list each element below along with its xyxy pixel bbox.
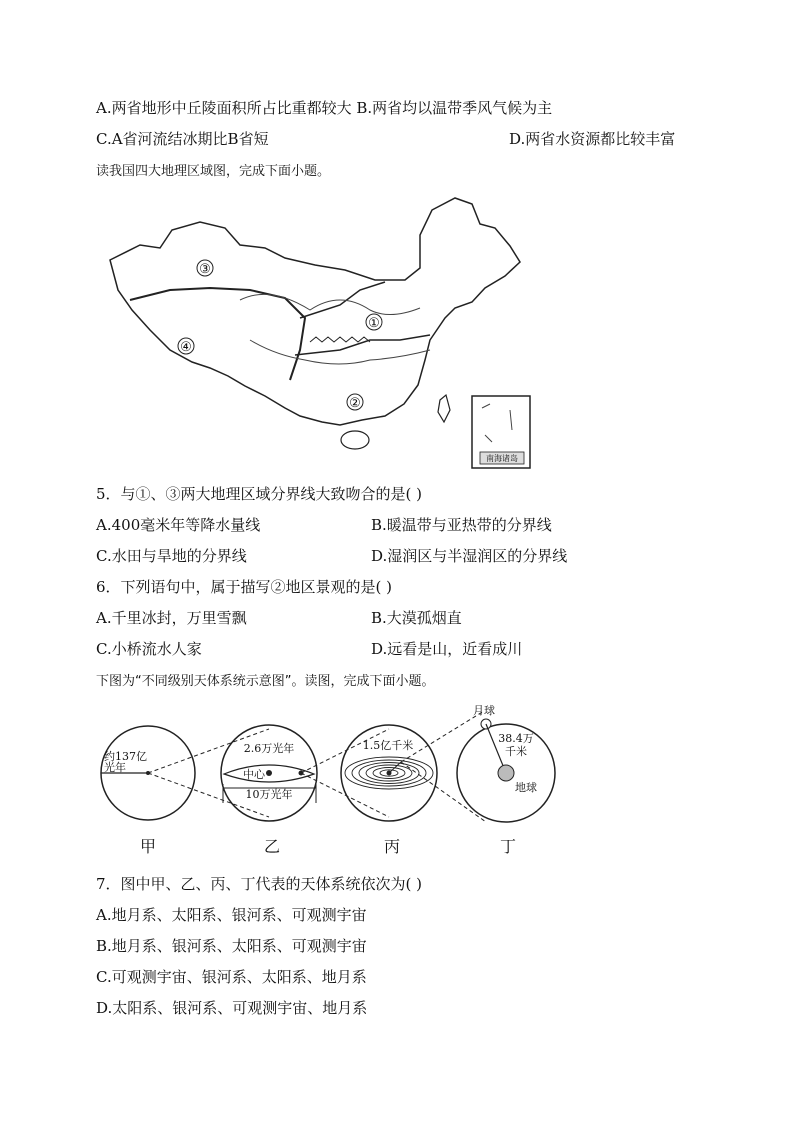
q7-option-b: B.地月系、银河系、太阳系、可观测宇宙 bbox=[96, 937, 367, 955]
china-outline bbox=[110, 198, 520, 425]
china-regions-map bbox=[100, 190, 540, 470]
q7-option-d: D.太阳系、银河系、可观测宇宙、地月系 bbox=[96, 999, 368, 1017]
q7-option-c: C.可观测宇宙、银河系、太阳系、地月系 bbox=[96, 968, 367, 986]
yangtze-river bbox=[250, 340, 430, 364]
q4-option-ab: A.两省地形中丘陵面积所占比重都较大 B.两省均以温带季风气候为主 bbox=[96, 99, 553, 117]
celestial-systems-figure bbox=[96, 700, 566, 865]
q5-option-a: A.400毫米年等降水量线 bbox=[96, 516, 261, 534]
inset-label: 南海诸岛 bbox=[486, 454, 518, 463]
yi-thickness-label: 2.6万光年 bbox=[243, 742, 295, 755]
q7-option-a: A.地月系、太阳系、银河系、可观测宇宙 bbox=[96, 906, 367, 924]
q4-option-c: C.A省河流结冰期比B省短 bbox=[96, 130, 269, 148]
ding-moon-label: 月球 bbox=[473, 704, 495, 717]
region-1-label: ① bbox=[368, 316, 380, 331]
map-intro: 读我国四大地理区域图，完成下面小题。 bbox=[96, 164, 331, 179]
q6-option-d: D.远看是山，近看成川 bbox=[371, 640, 523, 658]
q5-stem: 5．与①、③两大地理区域分界线大致吻合的是( ) bbox=[96, 485, 423, 503]
jia-radius-label-1: 约137亿 bbox=[104, 750, 147, 763]
taiwan-island bbox=[438, 395, 450, 422]
yi-center-label: 中心 bbox=[243, 768, 265, 781]
caption-jia: 甲 bbox=[139, 837, 157, 856]
q4-option-d: D.两省水资源都比较丰富 bbox=[509, 130, 676, 148]
hainan-island bbox=[341, 431, 369, 449]
bing-distance-label: 1.5亿千米 bbox=[362, 739, 414, 752]
q6-option-a: A.千里冰封，万里雪飘 bbox=[96, 609, 247, 627]
q6-stem: 6．下列语句中，属于描写②地区景观的是( ) bbox=[96, 578, 393, 596]
caption-bing: 丙 bbox=[383, 837, 401, 856]
qinling-mountains bbox=[310, 337, 370, 342]
q5-option-b: B.暖温带与亚热带的分界线 bbox=[371, 516, 552, 534]
q5-option-d: D.湿润区与半湿润区的分界线 bbox=[371, 547, 568, 565]
earth-icon bbox=[498, 765, 514, 781]
region-2-label: ② bbox=[349, 396, 361, 411]
q7-stem: 7．图中甲、乙、丙、丁代表的天体系统依次为( ) bbox=[96, 875, 423, 893]
ding-earth-label: 地球 bbox=[515, 781, 537, 794]
ding-distance-label-1: 38.4万 bbox=[498, 732, 534, 745]
region-3-label: ③ bbox=[199, 262, 211, 277]
ding-distance-label-2: 千米 bbox=[505, 745, 527, 758]
yellow-river bbox=[240, 294, 420, 314]
boundary-north-west bbox=[130, 288, 305, 380]
q6-option-b: B.大漠孤烟直 bbox=[371, 609, 462, 627]
figure-intro: 下图为“不同级别天体系统示意图”。读图，完成下面小题。 bbox=[96, 674, 435, 689]
q6-option-c: C.小桥流水人家 bbox=[96, 640, 202, 658]
caption-ding: 丁 bbox=[499, 837, 517, 856]
jia-radius-label-2: 光年 bbox=[104, 761, 126, 774]
q5-option-c: C.水田与旱地的分界线 bbox=[96, 547, 247, 565]
caption-yi: 乙 bbox=[263, 837, 281, 856]
region-4-label: ④ bbox=[180, 340, 192, 355]
yi-diameter-label: 10万光年 bbox=[245, 788, 293, 801]
